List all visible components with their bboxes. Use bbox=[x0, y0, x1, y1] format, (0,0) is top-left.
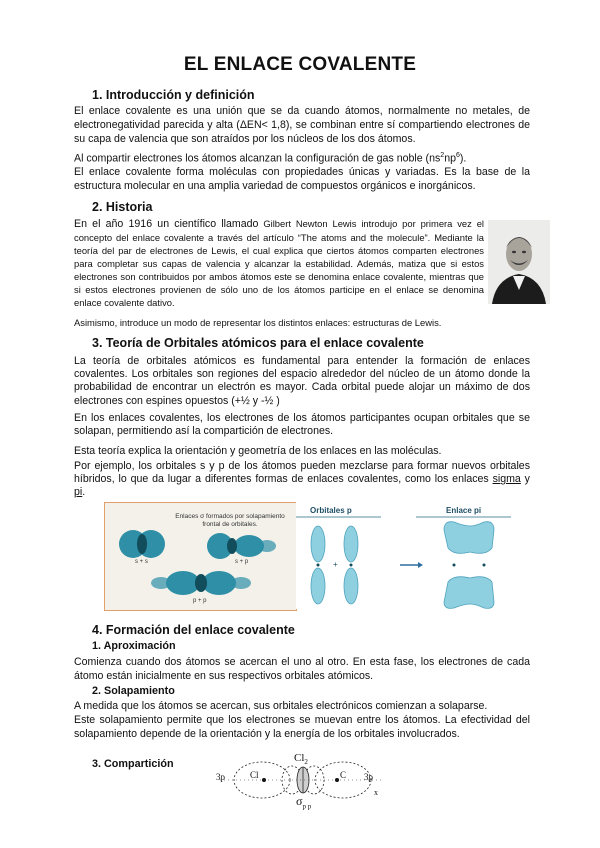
section-1-paragraph-3: El enlace covalente forma moléculas con propiedades únicas y variadas. Es la base de la estructura molecular en una amplia variedad de compuestos orgánicos e inorgánicos. bbox=[74, 166, 530, 193]
left-atom-label: Cl bbox=[250, 770, 259, 780]
label-s-s: s + s bbox=[135, 559, 148, 565]
section-1-paragraph-1: El enlace covalente es una unión que se da cuando átomos, normalmente no metales, de electronegatividad parecida y alta (ΔEN< 1,8), se combinan entre sí compartiendo electrones de su capa de valencia que son atraídos por los núcleos de los dos átomos. bbox=[74, 105, 530, 146]
section-4-heading: 4. Formación del enlace covalente bbox=[92, 623, 295, 637]
section-1-paragraph-2: Al compartir electrones los átomos alcanzan la configuración de gas noble $(ns^2np^6)$. bbox=[74, 152, 467, 165]
cl2-sigma-diagram bbox=[212, 750, 392, 814]
section-2-body: En el año 1916 un científico llamado Gilbert Newton Lewis introdujo por primera vez el concepto del enlace covalente a través del artículo “The atoms and the molecule”. Mediante la teoría del par de electrones de Lewis, el cual explica que ciertos átomos comparten electrones para completar sus capas de valencia y alcanzar la estabilidad. Además, matiza que si estos electrones son contribuidos por ambos átomos este se denomina enlace covalente, mientras que si estos electrones provienen de sólo uno de los átomos participe en el enlace se denomina enlace covalente dativo. bbox=[74, 218, 485, 308]
label-p-p: p + p bbox=[193, 598, 207, 604]
subsection-1-heading: 1. Aproximación bbox=[92, 640, 176, 652]
enlace-pi-title: Enlace pi bbox=[446, 506, 482, 515]
section-2-last: Asimismo, introduce un modo de representar los distintos enlaces: estructuras de Lewis. bbox=[74, 317, 442, 328]
subsection-2-text-1: A medida que los átomos se acercan, sus orbitales electrónicos comienzan a solaparse. bbox=[74, 700, 488, 712]
subsection-2-text-2: Este solapamiento permite que los electrones se muevan entre los átomos. La efectividad del solapamiento depende de la orientación y la energía de los orbitales involucrados. bbox=[74, 714, 530, 741]
subsection-3-heading: 3. Compartición bbox=[92, 758, 174, 770]
lewis-portrait bbox=[488, 220, 550, 304]
s-s-overlap bbox=[119, 530, 165, 558]
section-1-heading: 1. Introducción y definición bbox=[92, 88, 255, 102]
label-s-p: s + p bbox=[235, 559, 249, 565]
section-3-heading: 3. Teoría de Orbitales atómicos para el enlace covalente bbox=[92, 336, 424, 350]
plus-sign: + bbox=[333, 560, 338, 569]
section-3-paragraph-1: La teoría de orbitales atómicos es fundamental para entender la formación de enlaces covalentes. Los orbitales son regiones del espacio alrededor del núcleo de un átomo donde la probabilidad de encontrar un electrón es mayor. Cada orbital puede alojar un máximo de dos electrones con espines opuestos (+½ y -½ ) bbox=[74, 355, 530, 407]
sigma-link[interactable]: sigma bbox=[492, 473, 521, 486]
pi-link[interactable]: pi bbox=[74, 486, 83, 499]
subsection-2-heading: 2. Solapamiento bbox=[92, 685, 175, 697]
sigma-label: $\sigma_{p p}$ bbox=[296, 794, 312, 811]
section-2-heading: 2. Historia bbox=[92, 200, 153, 214]
section-3-paragraph-3: Esta teoría explica la orientación y geometría de los enlaces en las moléculas. bbox=[74, 445, 442, 457]
axis-label: x bbox=[374, 788, 378, 797]
section-3-paragraph-4: Por ejemplo, los orbitales s y p de los átomos pueden mezclarse para formar nuevos orbitales híbridos, lo que da lugar a diferentes formas de enlaces covalentes, como los enlaces sigma y pi. bbox=[74, 460, 530, 499]
s-p-overlap bbox=[207, 533, 276, 559]
pi-bond-shape bbox=[444, 522, 494, 609]
sigma-bonds-figure bbox=[104, 502, 297, 611]
subsection-1-text: Comienza cuando dos átomos se acercan el uno al otro. En esta fase, los electrones de cada átomo están inicialmente en sus respectivos orbitales atómicos. bbox=[74, 656, 530, 683]
orbitales-p-title: Orbitales p bbox=[310, 506, 352, 515]
right-orbital-label: 3p bbox=[364, 772, 373, 782]
cl2-label: $Cl_2$ bbox=[294, 752, 308, 767]
page-title: EL ENLACE COVALENTE bbox=[183, 54, 417, 75]
section-3-paragraph-2: En los enlaces covalentes, los electrones de los átomos participantes ocupan orbitales que se solapan, permitiendo así la compartición de electrones. bbox=[74, 412, 530, 438]
right-atom-label: C bbox=[340, 770, 347, 780]
left-orbital-label: 3p bbox=[216, 772, 225, 782]
pi-bond-figure bbox=[296, 502, 511, 609]
sigma-figure-caption: Enlaces σ formados por solapamiento frontal de orbitales. bbox=[175, 513, 285, 528]
p-p-overlap bbox=[151, 571, 251, 595]
